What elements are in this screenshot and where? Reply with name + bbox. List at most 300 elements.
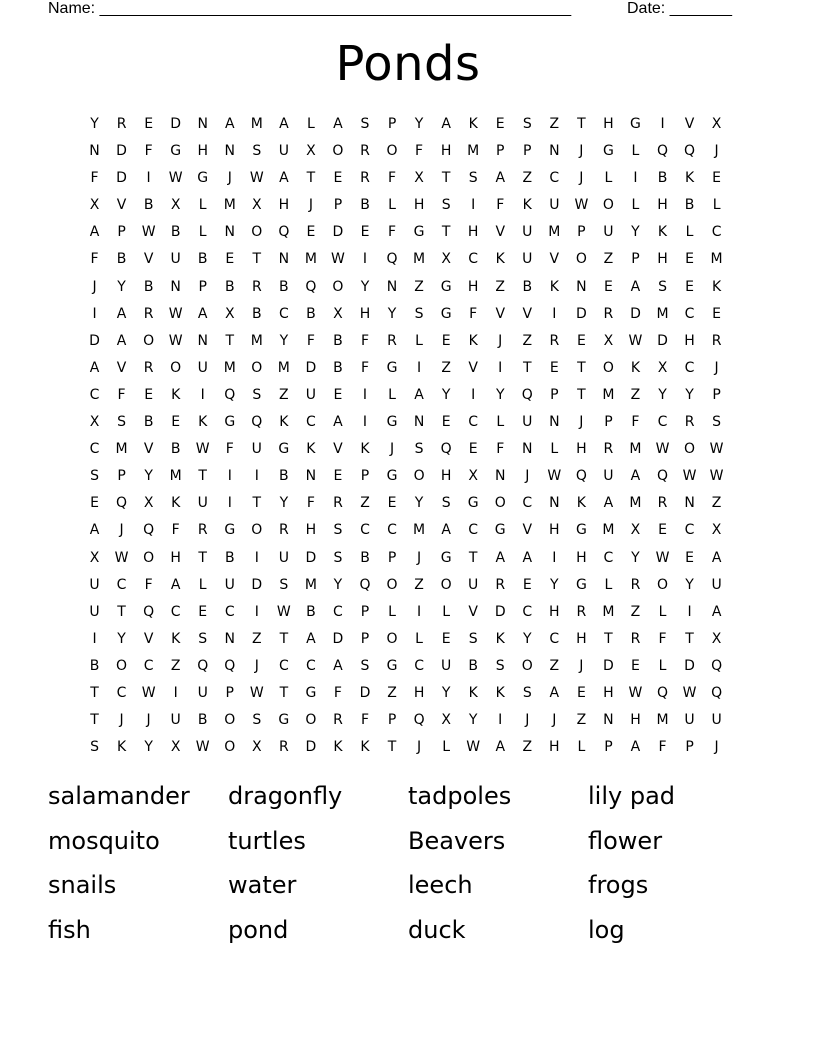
grid-letter: H bbox=[170, 549, 181, 566]
grid-letter: N bbox=[386, 278, 398, 295]
grid-letter: H bbox=[576, 630, 587, 647]
grid-letter: O bbox=[251, 224, 263, 241]
grid-letter: A bbox=[333, 116, 343, 132]
word-bank-item: leech bbox=[408, 871, 473, 899]
grid-letter: U bbox=[278, 549, 289, 566]
grid-letter: S bbox=[90, 468, 99, 485]
grid-letter: H bbox=[549, 603, 560, 620]
grid-letter: A bbox=[170, 576, 181, 593]
grid-letter: B bbox=[522, 278, 533, 295]
grid-letter: M bbox=[304, 576, 317, 593]
grid-letter: V bbox=[143, 441, 154, 458]
grid-letter: S bbox=[658, 278, 667, 295]
grid-letter: O bbox=[684, 441, 696, 458]
grid-letter: S bbox=[360, 657, 370, 674]
grid-letter: J bbox=[714, 739, 719, 756]
grid-letter: W bbox=[655, 549, 670, 566]
grid-letter: D bbox=[116, 143, 127, 160]
grid-letter: O bbox=[413, 468, 425, 485]
grid-letter: A bbox=[630, 739, 641, 756]
grid-letter: H bbox=[603, 684, 614, 701]
grid-letter: P bbox=[198, 278, 207, 295]
grid-letter: F bbox=[631, 414, 640, 431]
grid-letter: N bbox=[494, 468, 506, 485]
grid-letter: L bbox=[658, 657, 667, 674]
grid-letter: L bbox=[631, 197, 640, 214]
grid-letter: H bbox=[684, 332, 695, 349]
grid-letter: H bbox=[467, 278, 479, 295]
grid-letter: V bbox=[143, 630, 154, 647]
grid-letter: Z bbox=[279, 386, 289, 403]
grid-letter: R bbox=[630, 630, 641, 647]
grid-letter: O bbox=[305, 712, 317, 729]
grid-letter: Y bbox=[117, 630, 126, 647]
grid-letter: D bbox=[657, 332, 668, 349]
grid-letter: Q bbox=[359, 576, 371, 593]
grid-letter: A bbox=[603, 495, 614, 512]
grid-letter: I bbox=[498, 359, 503, 376]
grid-letter: S bbox=[522, 684, 532, 701]
grid-letter: Y bbox=[631, 224, 640, 241]
grid-letter: K bbox=[630, 359, 641, 376]
grid-letter: I bbox=[417, 603, 422, 620]
grid-letter: Q bbox=[251, 414, 263, 431]
grid-letter: F bbox=[658, 630, 667, 647]
grid-letter: X bbox=[224, 305, 235, 322]
word-bank-item: flower bbox=[588, 826, 663, 855]
grid-letter: D bbox=[332, 630, 344, 647]
grid-letter: P bbox=[577, 224, 586, 241]
grid-letter: C bbox=[306, 414, 316, 431]
grid-letter: T bbox=[387, 739, 397, 756]
grid-letter: I bbox=[633, 170, 638, 187]
grid-letter: G bbox=[440, 278, 452, 295]
grid-letter: U bbox=[522, 414, 533, 431]
grid-letter: C bbox=[278, 305, 289, 322]
grid-letter: S bbox=[414, 441, 424, 458]
word-bank-item: duck bbox=[408, 915, 466, 944]
grid-letter: N bbox=[224, 630, 235, 647]
grid-letter: T bbox=[279, 630, 289, 647]
grid-letter: I bbox=[687, 603, 692, 620]
grid-letter: T bbox=[604, 630, 613, 647]
grid-letter: N bbox=[549, 495, 560, 512]
grid-letter: H bbox=[278, 197, 290, 214]
grid-letter: N bbox=[549, 143, 560, 160]
grid-letter: E bbox=[685, 549, 694, 566]
word-bank-item: Beavers bbox=[408, 826, 506, 855]
grid-letter: R bbox=[143, 359, 154, 376]
grid-letter: O bbox=[332, 278, 344, 295]
grid-letter: N bbox=[522, 441, 533, 458]
grid-letter: K bbox=[306, 441, 316, 458]
grid-letter: C bbox=[468, 251, 479, 268]
grid-letter: W bbox=[141, 224, 156, 241]
grid-letter: O bbox=[386, 143, 398, 160]
grid-letter: L bbox=[198, 197, 207, 214]
grid-letter: C bbox=[522, 495, 533, 512]
grid-letter: Q bbox=[684, 143, 696, 160]
grid-letter: X bbox=[711, 630, 722, 647]
name-field-label: Name: _____________________________________________________ bbox=[48, 0, 572, 17]
grid-letter: F bbox=[360, 712, 370, 729]
grid-letter: B bbox=[143, 278, 154, 295]
grid-letter: F bbox=[117, 386, 126, 403]
grid-letter: M bbox=[467, 143, 480, 160]
grid-letter: F bbox=[496, 441, 505, 458]
grid-letter: Y bbox=[414, 116, 424, 132]
grid-letter: U bbox=[170, 251, 181, 268]
grid-letter: S bbox=[333, 549, 343, 566]
grid-letter: A bbox=[441, 116, 451, 132]
grid-letter: R bbox=[549, 332, 560, 349]
grid-letter: T bbox=[90, 712, 99, 729]
grid-letter: X bbox=[170, 739, 181, 756]
grid-letter: Z bbox=[495, 278, 506, 295]
grid-letter: N bbox=[278, 251, 290, 268]
grid-letter: M bbox=[250, 332, 263, 349]
grid-letter: T bbox=[198, 468, 207, 485]
grid-letter: T bbox=[577, 359, 586, 376]
grid-letter: Z bbox=[414, 576, 424, 593]
grid-letter: A bbox=[495, 739, 506, 756]
grid-letter: J bbox=[579, 170, 584, 187]
grid-letter: R bbox=[576, 603, 587, 620]
grid-letter: O bbox=[386, 630, 398, 647]
grid-letter: E bbox=[468, 441, 478, 458]
grid-letter: N bbox=[224, 224, 235, 241]
grid-letter: C bbox=[116, 576, 127, 593]
grid-letter: W bbox=[249, 170, 264, 187]
grid-letter: M bbox=[250, 116, 263, 132]
grid-letter: Z bbox=[711, 495, 722, 512]
word-bank-item: mosquito bbox=[48, 826, 160, 855]
grid-letter: A bbox=[224, 116, 235, 132]
grid-letter: O bbox=[116, 657, 128, 674]
grid-letter: B bbox=[306, 305, 316, 322]
grid-letter: K bbox=[684, 170, 695, 187]
grid-letter: A bbox=[279, 116, 289, 132]
grid-letter: Z bbox=[576, 712, 587, 729]
grid-letter: C bbox=[360, 522, 370, 539]
grid-letter: G bbox=[440, 305, 452, 322]
grid-letter: N bbox=[305, 468, 317, 485]
grid-letter: I bbox=[417, 359, 422, 376]
grid-letter: J bbox=[227, 170, 232, 187]
grid-letter: O bbox=[602, 359, 614, 376]
grid-letter: B bbox=[224, 549, 235, 566]
grid-letter: W bbox=[168, 305, 183, 322]
grid-letter: Q bbox=[224, 386, 236, 403]
grid-letter: Q bbox=[711, 684, 723, 701]
grid-letter: W bbox=[331, 251, 345, 268]
grid-letter: J bbox=[417, 549, 422, 566]
grid-letter: Z bbox=[360, 495, 370, 512]
grid-letter: E bbox=[522, 576, 532, 593]
grid-letter: M bbox=[223, 197, 236, 214]
grid-letter: B bbox=[224, 278, 235, 295]
grid-letter: H bbox=[413, 684, 425, 701]
grid-letter: X bbox=[657, 359, 668, 376]
grid-letter: M bbox=[602, 522, 615, 539]
grid-letter: C bbox=[170, 603, 181, 620]
grid-letter: W bbox=[249, 684, 264, 701]
grid-letter: C bbox=[522, 603, 533, 620]
grid-letter: P bbox=[712, 386, 721, 403]
grid-letter: V bbox=[116, 359, 127, 376]
grid-letter: S bbox=[117, 414, 127, 431]
grid-letter: T bbox=[306, 170, 316, 187]
grid-letter: Q bbox=[305, 278, 317, 295]
grid-letter: X bbox=[441, 251, 451, 268]
grid-letter: E bbox=[658, 522, 667, 539]
grid-letter: D bbox=[684, 657, 695, 674]
grid-letter: U bbox=[711, 576, 722, 593]
grid-letter: D bbox=[305, 549, 317, 566]
grid-letter: A bbox=[197, 305, 208, 322]
grid-letter: J bbox=[579, 414, 584, 431]
grid-letter: X bbox=[89, 549, 100, 566]
grid-letter: C bbox=[143, 657, 154, 674]
grid-letter: L bbox=[577, 739, 586, 756]
grid-letter: C bbox=[711, 224, 722, 241]
grid-letter: C bbox=[684, 305, 695, 322]
grid-letter: G bbox=[575, 576, 587, 593]
grid-letter: A bbox=[279, 170, 289, 187]
grid-letter: I bbox=[471, 197, 476, 214]
grid-letter: W bbox=[276, 603, 291, 620]
grid-letter: V bbox=[468, 359, 478, 376]
grid-letter: L bbox=[685, 224, 694, 241]
grid-letter: H bbox=[413, 197, 425, 214]
grid-letter: E bbox=[360, 224, 370, 241]
grid-letter: I bbox=[200, 386, 205, 403]
grid-letter: S bbox=[198, 630, 208, 647]
grid-letter: V bbox=[522, 522, 533, 539]
grid-letter: O bbox=[386, 576, 398, 593]
grid-letter: L bbox=[442, 739, 451, 756]
grid-letter: X bbox=[89, 414, 100, 431]
grid-letter: O bbox=[251, 359, 263, 376]
grid-letter: T bbox=[468, 549, 478, 566]
grid-letter: U bbox=[197, 359, 208, 376]
grid-letter: H bbox=[630, 712, 641, 729]
grid-letter: R bbox=[603, 441, 614, 458]
grid-letter: H bbox=[440, 468, 452, 485]
grid-letter: C bbox=[224, 603, 235, 620]
grid-letter: C bbox=[89, 441, 100, 458]
grid-letter: E bbox=[333, 468, 343, 485]
grid-letter: A bbox=[630, 278, 641, 295]
grid-letter: P bbox=[604, 414, 613, 431]
grid-letter: D bbox=[170, 116, 182, 132]
grid-letter: S bbox=[333, 522, 343, 539]
grid-letter: U bbox=[89, 603, 100, 620]
grid-letter: M bbox=[548, 224, 561, 241]
grid-letter: D bbox=[251, 576, 263, 593]
grid-letter: H bbox=[467, 224, 479, 241]
word-bank-item: water bbox=[228, 871, 297, 899]
grid-letter: I bbox=[227, 495, 232, 512]
grid-letter: U bbox=[251, 441, 262, 458]
grid-letter: R bbox=[711, 332, 722, 349]
grid-letter: W bbox=[195, 441, 210, 458]
grid-letter: N bbox=[684, 495, 695, 512]
grid-letter: P bbox=[387, 116, 397, 132]
grid-letter: E bbox=[333, 170, 343, 187]
grid-letter: D bbox=[305, 739, 317, 756]
grid-letter: V bbox=[333, 441, 343, 458]
grid-letter: T bbox=[577, 386, 586, 403]
grid-letter: F bbox=[415, 143, 424, 160]
grid-letter: I bbox=[471, 386, 476, 403]
grid-letter: R bbox=[603, 305, 614, 322]
grid-letter: H bbox=[305, 522, 317, 539]
grid-letter: G bbox=[305, 684, 317, 701]
grid-letter: J bbox=[119, 712, 124, 729]
grid-letter: E bbox=[441, 332, 451, 349]
word-bank-item: tadpoles bbox=[408, 782, 512, 810]
word-bank-item: snails bbox=[48, 871, 117, 899]
grid-letter: G bbox=[224, 522, 236, 539]
grid-letter: N bbox=[89, 143, 100, 160]
grid-letter: G bbox=[386, 414, 398, 431]
grid-letter: W bbox=[547, 468, 562, 485]
grid-letter: B bbox=[197, 251, 208, 268]
grid-letter: L bbox=[388, 603, 396, 620]
grid-letter: W bbox=[574, 197, 589, 214]
word-bank-item: frogs bbox=[588, 871, 649, 899]
grid-letter: Y bbox=[522, 630, 532, 647]
grid-letter: P bbox=[387, 712, 397, 729]
grid-letter: Y bbox=[117, 278, 126, 295]
grid-letter: E bbox=[576, 684, 586, 701]
grid-letter: L bbox=[658, 603, 667, 620]
grid-letter: I bbox=[92, 305, 97, 322]
grid-letter: H bbox=[576, 441, 587, 458]
grid-letter: W bbox=[709, 468, 724, 485]
grid-letter: F bbox=[144, 576, 153, 593]
grid-letter: Y bbox=[441, 684, 451, 701]
grid-letter: S bbox=[495, 657, 505, 674]
grid-letter: P bbox=[685, 739, 694, 756]
grid-letter: L bbox=[712, 197, 721, 214]
grid-letter: B bbox=[306, 603, 316, 620]
grid-letter: I bbox=[146, 170, 151, 187]
grid-letter: S bbox=[360, 116, 370, 132]
grid-letter: L bbox=[415, 630, 423, 647]
grid-letter: Y bbox=[441, 386, 451, 403]
grid-letter: U bbox=[197, 684, 208, 701]
grid-letter: D bbox=[494, 603, 506, 620]
grid-letter: B bbox=[333, 332, 343, 349]
grid-letter: R bbox=[251, 278, 262, 295]
grid-letter: V bbox=[495, 224, 506, 241]
grid-letter: S bbox=[90, 739, 99, 756]
grid-letter: I bbox=[254, 468, 259, 485]
grid-letter: E bbox=[712, 305, 722, 322]
word-search-grid bbox=[81, 111, 730, 761]
grid-letter: P bbox=[604, 739, 613, 756]
grid-letter: E bbox=[333, 386, 343, 403]
grid-letter: Y bbox=[387, 305, 397, 322]
grid-letter: Z bbox=[522, 739, 533, 756]
grid-letter: W bbox=[709, 441, 724, 458]
grid-letter: T bbox=[685, 630, 694, 647]
grid-letter: I bbox=[362, 251, 368, 268]
grid-letter: O bbox=[332, 143, 344, 160]
grid-letter: G bbox=[494, 522, 506, 539]
grid-letter: Q bbox=[278, 224, 290, 241]
grid-letter: J bbox=[417, 739, 422, 756]
grid-letter: Z bbox=[522, 170, 533, 187]
grid-letter: V bbox=[549, 251, 560, 268]
grid-letter: X bbox=[711, 522, 722, 539]
grid-letter: Q bbox=[116, 495, 128, 512]
grid-letter: K bbox=[468, 684, 478, 701]
grid-letter: A bbox=[495, 549, 506, 566]
grid-letter: Z bbox=[630, 603, 641, 620]
grid-letter: K bbox=[657, 224, 668, 241]
grid-letter: R bbox=[278, 739, 289, 756]
grid-letter: R bbox=[360, 170, 370, 187]
grid-letter: Y bbox=[279, 495, 289, 512]
grid-letter: U bbox=[684, 712, 695, 729]
grid-letter: K bbox=[360, 739, 370, 756]
grid-letter: X bbox=[630, 522, 641, 539]
grid-letter: T bbox=[522, 359, 532, 376]
grid-letter: O bbox=[494, 495, 506, 512]
grid-letter: Q bbox=[711, 657, 723, 674]
grid-letter: A bbox=[711, 603, 722, 620]
grid-letter: R bbox=[333, 495, 343, 512]
grid-letter: I bbox=[254, 603, 259, 620]
grid-letter: P bbox=[550, 386, 559, 403]
grid-letter: U bbox=[441, 657, 452, 674]
grid-letter: U bbox=[89, 576, 100, 593]
grid-letter: Z bbox=[252, 630, 262, 647]
grid-letter: Z bbox=[522, 332, 533, 349]
grid-letter: Y bbox=[414, 495, 424, 512]
grid-letter: Q bbox=[440, 441, 452, 458]
grid-letter: B bbox=[468, 657, 478, 674]
grid-letter: K bbox=[712, 278, 722, 295]
grid-letter: B bbox=[143, 414, 154, 431]
grid-letter: N bbox=[170, 278, 181, 295]
grid-letter: A bbox=[522, 549, 533, 566]
grid-letter: D bbox=[630, 305, 641, 322]
grid-letter: K bbox=[495, 251, 505, 268]
grid-letter: M bbox=[413, 251, 426, 268]
grid-letter: X bbox=[333, 305, 343, 322]
grid-letter: C bbox=[387, 522, 397, 539]
grid-letter: H bbox=[197, 143, 208, 160]
grid-letter: W bbox=[168, 332, 183, 349]
grid-letter: D bbox=[359, 684, 371, 701]
grid-letter: V bbox=[116, 197, 127, 214]
grid-letter: M bbox=[304, 251, 317, 268]
grid-letter: G bbox=[413, 224, 425, 241]
grid-letter: M bbox=[629, 495, 642, 512]
grid-letter: Z bbox=[549, 116, 560, 132]
grid-letter: G bbox=[224, 414, 236, 431]
grid-letter: B bbox=[360, 197, 370, 214]
grid-letter: R bbox=[495, 576, 506, 593]
grid-letter: I bbox=[660, 116, 665, 132]
grid-letter: I bbox=[254, 549, 259, 566]
grid-letter: M bbox=[169, 468, 182, 485]
grid-letter: V bbox=[468, 603, 478, 620]
